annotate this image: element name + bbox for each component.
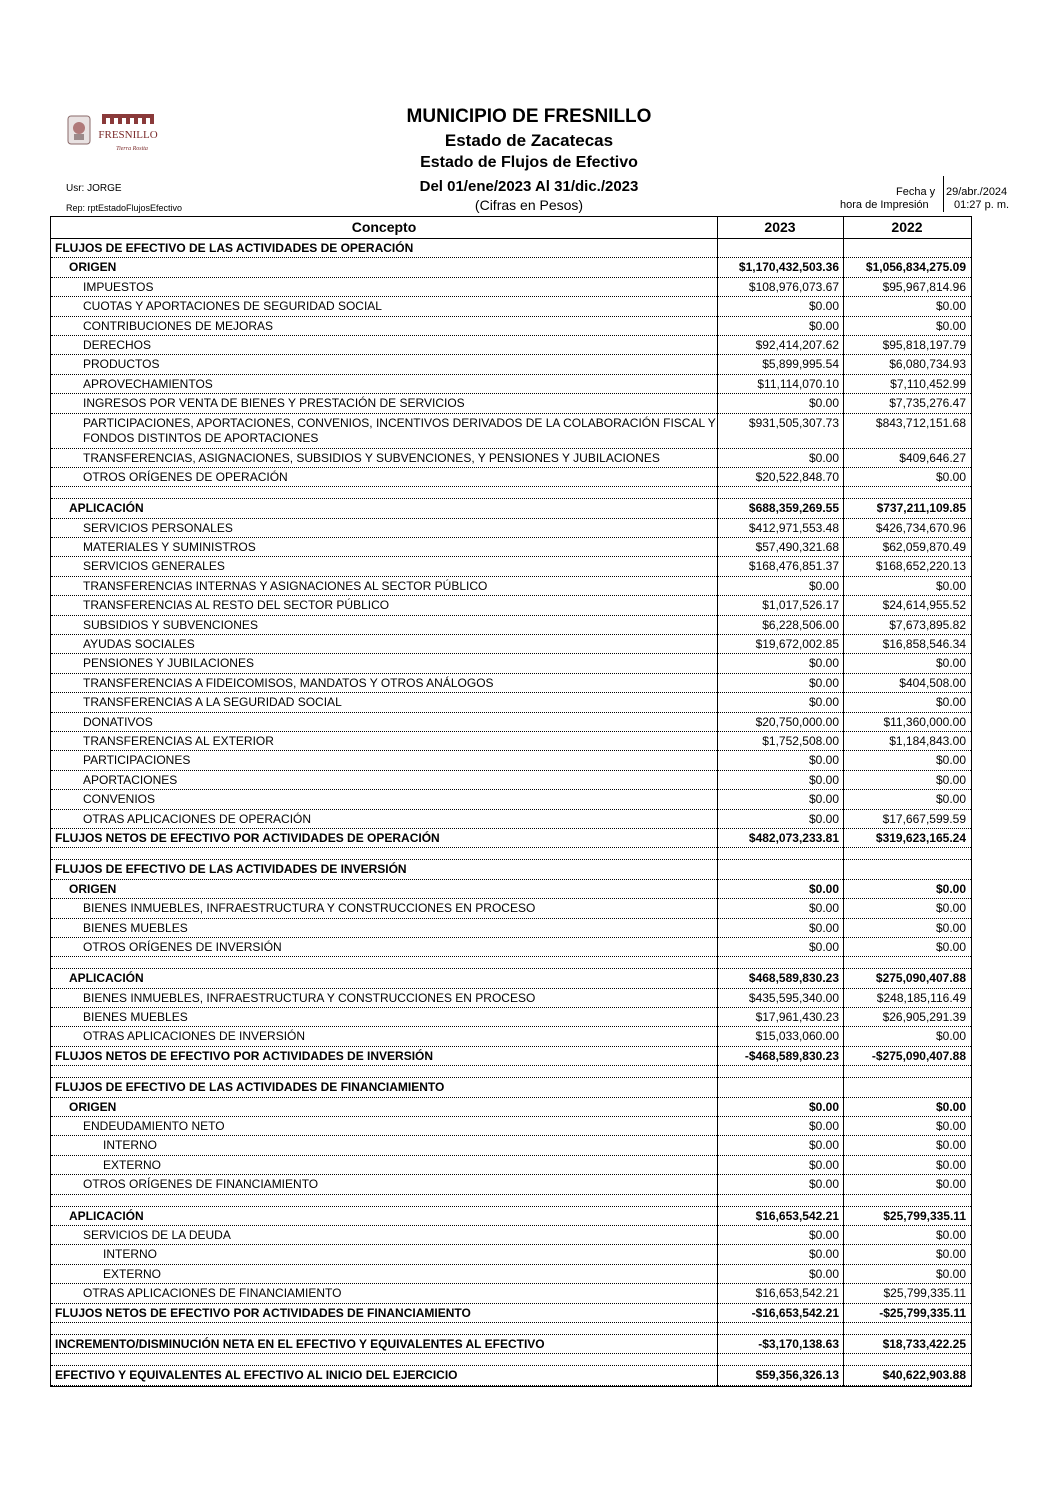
row-value-2022: $0.00	[935, 1247, 966, 1262]
header-concepto: Concepto	[351, 219, 417, 235]
row-value-2022: $25,799,335.11	[883, 1208, 966, 1223]
row-label: FLUJOS DE EFECTIVO DE LAS ACTIVIDADES DE OPERACIÓN	[55, 241, 414, 255]
table-row	[51, 1175, 971, 1194]
row-label: CONVENIOS	[83, 792, 156, 807]
table-row	[51, 989, 971, 1008]
spacer-row	[51, 1195, 971, 1207]
row-value-2023: $0.00	[808, 1247, 839, 1262]
row-label: INCREMENTO/DISMINUCIÓN NETA EN EL EFECTIVO Y EQUIVALENTES AL EFECTIVO	[55, 1336, 545, 1351]
row-value-2023: $20,522,848.70	[755, 469, 839, 484]
row-value-2022: $17,667,599.59	[882, 811, 966, 826]
row-label: OTRAS APLICACIONES DE OPERACIÓN	[83, 811, 312, 826]
row-value-2022: $7,110,452.99	[890, 376, 966, 391]
row-value-2023: $17,961,430.23	[755, 1010, 839, 1025]
row-label: TRANSFERENCIAS AL EXTERIOR	[83, 733, 274, 748]
spacer-row	[51, 848, 971, 860]
svg-text:FRESNILLO: FRESNILLO	[98, 129, 158, 141]
row-value-2022: $16,858,546.34	[882, 637, 966, 652]
table-row	[51, 336, 971, 355]
row-label: TRANSFERENCIAS, ASIGNACIONES, SUBSIDIOS Y SUBVENCIONES, Y PENSIONES Y JUBILACIONES	[83, 450, 660, 465]
row-value-2023: $468,589,830.23	[748, 971, 839, 986]
row-label: FLUJOS DE EFECTIVO DE LAS ACTIVIDADES DE INVERSIÓN	[55, 862, 407, 877]
row-value-2022: $25,799,335.11	[883, 1286, 966, 1301]
header-2022: 2022	[891, 219, 923, 235]
table-row	[51, 258, 971, 277]
table-row	[51, 899, 971, 918]
row-label: OTRAS APLICACIONES DE FINANCIAMIENTO	[83, 1286, 342, 1301]
row-value-2022: $0.00	[935, 1177, 966, 1192]
row-value-2022: $0.00	[935, 578, 966, 593]
table-row	[51, 860, 971, 879]
row-label: ORIGEN	[69, 881, 117, 896]
row-value-2023: $0.00	[808, 578, 839, 593]
row-value-2023: $0.00	[808, 675, 839, 690]
row-label: FLUJOS NETOS DE EFECTIVO POR ACTIVIDADES DE FINANCIAMIENTO	[55, 1305, 471, 1320]
row-value-2023: $1,017,526.17	[762, 598, 839, 613]
spacer-row	[51, 1354, 971, 1366]
row-value-2022: $24,614,955.52	[882, 598, 966, 613]
row-value-2022: $737,211,109.85	[876, 501, 966, 516]
row-value-2023: $1,752,508.00	[762, 733, 839, 748]
table-row	[51, 1027, 971, 1046]
row-label: DERECHOS	[83, 337, 152, 352]
report-title: MUNICIPIO DE FRESNILLO	[406, 106, 652, 127]
spacer-row	[51, 957, 971, 969]
table-row	[51, 1265, 971, 1284]
spacer-row	[51, 1323, 971, 1335]
report-units: (Cifras en Pesos)	[474, 197, 584, 213]
row-label: EFECTIVO Y EQUIVALENTES AL EFECTIVO AL INICIO DEL EJERCICIO	[55, 1368, 458, 1383]
row-label: SERVICIOS DE LA DEUDA	[83, 1227, 231, 1242]
row-value-2023: $0.00	[808, 881, 839, 896]
row-value-2022: $409,646.27	[899, 450, 966, 465]
table-row	[51, 1304, 971, 1323]
row-value-2023: $57,490,321.68	[755, 540, 839, 555]
table-row	[51, 1335, 971, 1354]
row-value-2023: $1,170,432,503.36	[738, 260, 839, 275]
row-value-2022: $0.00	[935, 656, 966, 671]
table-row	[51, 468, 971, 487]
row-label: SERVICIOS GENERALES	[83, 559, 225, 574]
row-label: INTERNO	[103, 1247, 157, 1262]
table-header	[51, 217, 971, 239]
row-value-2022: $18,733,422.25	[882, 1336, 966, 1351]
table-row	[51, 1366, 971, 1385]
table-row	[51, 1284, 971, 1303]
row-label: TRANSFERENCIAS A FIDEICOMISOS, MANDATOS Y OTROS ANÁLOGOS	[83, 675, 494, 690]
spacer-row	[51, 487, 971, 499]
row-value-2022: $0.00	[935, 939, 966, 954]
row-value-2023: $0.00	[808, 1099, 839, 1114]
row-value-2022: $0.00	[935, 753, 966, 768]
table-row	[51, 355, 971, 374]
row-value-2022: $0.00	[935, 1119, 966, 1134]
row-value-2023: $0.00	[808, 1157, 839, 1172]
row-label: CONTRIBUCIONES DE MEJORAS	[83, 318, 274, 333]
row-value-2023: $0.00	[808, 901, 839, 916]
row-value-2022: -$275,090,407.88	[871, 1048, 966, 1063]
table-row	[51, 1098, 971, 1117]
row-value-2023: $0.00	[808, 1119, 839, 1134]
row-value-2022: -$25,799,335.11	[879, 1305, 966, 1320]
row-value-2022: $7,735,276.47	[889, 396, 966, 411]
table-row	[51, 1008, 971, 1027]
row-label: BIENES MUEBLES	[83, 1010, 188, 1025]
row-value-2023: $0.00	[808, 656, 839, 671]
table-row	[51, 414, 971, 449]
row-value-2022: $95,967,814.96	[882, 279, 966, 294]
row-value-2022: $0.00	[935, 1029, 966, 1044]
row-value-2023: $435,595,340.00	[748, 990, 839, 1005]
row-value-2023: $16,653,542.21	[755, 1286, 839, 1301]
table-row	[51, 297, 971, 316]
table-row	[51, 375, 971, 394]
table-row	[51, 771, 971, 790]
table-row	[51, 880, 971, 899]
row-value-2022: $0.00	[935, 1157, 966, 1172]
row-value-2023: $0.00	[808, 396, 839, 411]
row-value-2022: $404,508.00	[899, 675, 966, 690]
row-value-2023: $168,476,851.37	[748, 559, 839, 574]
row-label: DONATIVOS	[83, 714, 153, 729]
table-row	[51, 596, 971, 615]
row-value-2022: $319,623,165.24	[875, 830, 966, 845]
row-value-2023: $0.00	[808, 299, 839, 314]
row-label: TRANSFERENCIAS AL RESTO DEL SECTOR PÚBLICO	[83, 598, 390, 613]
row-label: APLICACIÓN	[69, 501, 144, 516]
row-value-2023: $19,672,002.85	[755, 637, 839, 652]
row-value-2022: $26,905,291.39	[882, 1010, 966, 1025]
row-label: ORIGEN	[69, 260, 117, 275]
table-row	[51, 449, 971, 468]
row-value-2023: -$16,653,542.21	[751, 1305, 839, 1320]
row-label: OTRAS APLICACIONES DE INVERSIÓN	[83, 1029, 306, 1044]
row-label: TRANSFERENCIAS A LA SEGURIDAD SOCIAL	[83, 695, 342, 710]
row-label: FLUJOS DE EFECTIVO DE LAS ACTIVIDADES DE FINANCIAMIENTO	[55, 1080, 445, 1095]
row-value-2022: $0.00	[935, 1138, 966, 1153]
row-value-2023: -$3,170,138.63	[758, 1336, 839, 1351]
table-row	[51, 317, 971, 336]
row-value-2022: $0.00	[935, 920, 966, 935]
table-row	[51, 732, 971, 751]
table-row	[51, 616, 971, 635]
user-label: Usr: JORGE	[66, 183, 122, 194]
table-row	[51, 519, 971, 538]
row-label: ORIGEN	[69, 1099, 117, 1114]
row-label: FLUJOS NETOS DE EFECTIVO POR ACTIVIDADES DE OPERACIÓN	[55, 830, 440, 845]
row-label: PRODUCTOS	[83, 357, 160, 372]
header-2023: 2023	[764, 219, 796, 235]
table-row	[51, 1117, 971, 1136]
row-value-2023: $0.00	[808, 1227, 839, 1242]
row-value-2022: $6,080,734.93	[889, 357, 966, 372]
row-label: BIENES INMUEBLES, INFRAESTRUCTURA Y CONSTRUCCIONES EN PROCESO	[83, 901, 536, 916]
row-label: MATERIALES Y SUMINISTROS	[83, 540, 256, 555]
row-value-2023: $0.00	[808, 920, 839, 935]
table-row	[51, 810, 971, 829]
report-state: Estado de Zacatecas	[444, 131, 614, 150]
row-value-2022: $426,734,670.96	[875, 520, 966, 535]
cash-flow-table	[50, 216, 972, 1387]
row-value-2022: $0.00	[935, 299, 966, 314]
row-value-2022: $7,673,895.82	[889, 617, 966, 632]
row-value-2022: $0.00	[935, 318, 966, 333]
print-date: 29/abr./2024	[946, 186, 1008, 198]
report-name: Estado de Flujos de Efectivo	[420, 154, 638, 171]
row-label: APORTACIONES	[83, 772, 178, 787]
fecha-label: Fecha y	[896, 186, 936, 198]
row-label: PENSIONES Y JUBILACIONES	[83, 656, 254, 671]
row-value-2022: $0.00	[935, 1227, 966, 1242]
row-value-2023: $20,750,000.00	[755, 714, 839, 729]
row-value-2023: $931,505,307.73	[748, 415, 839, 430]
table-row	[51, 919, 971, 938]
row-label: AYUDAS SOCIALES	[83, 637, 195, 652]
row-value-2022: $0.00	[935, 901, 966, 916]
row-value-2023: $59,356,326.13	[755, 1368, 839, 1383]
spacer-row	[51, 1066, 971, 1078]
table-row	[51, 790, 971, 809]
row-label: BIENES INMUEBLES, INFRAESTRUCTURA Y CONSTRUCCIONES EN PROCESO	[83, 990, 536, 1005]
table-row	[51, 1207, 971, 1226]
table-row	[51, 654, 971, 673]
row-value-2022: $95,818,197.79	[882, 337, 966, 352]
row-value-2023: $412,971,553.48	[748, 520, 839, 535]
table-row	[51, 969, 971, 988]
row-value-2022: $0.00	[935, 695, 966, 710]
row-value-2023: $5,899,995.54	[762, 357, 839, 372]
row-value-2023: $0.00	[808, 695, 839, 710]
row-value-2022: $168,652,220.13	[875, 559, 966, 574]
table-row	[51, 635, 971, 654]
row-value-2023: $0.00	[808, 811, 839, 826]
row-label: PARTICIPACIONES	[83, 753, 191, 768]
table-row	[51, 938, 971, 957]
row-value-2022: $0.00	[935, 772, 966, 787]
table-row	[51, 1226, 971, 1245]
row-value-2022: $1,056,834,275.09	[865, 260, 966, 275]
row-label: INGRESOS POR VENTA DE BIENES Y PRESTACIÓN DE SERVICIOS	[83, 396, 465, 411]
row-value-2022: $275,090,407.88	[875, 971, 966, 986]
table-row	[51, 577, 971, 596]
row-label: SERVICIOS PERSONALES	[83, 520, 233, 535]
rep-label: Rep: rptEstadoFlujosEfectivo	[66, 203, 183, 213]
row-label: TRANSFERENCIAS INTERNAS Y ASIGNACIONES AL SECTOR PÚBLICO	[83, 578, 488, 593]
row-value-2022: $62,059,870.49	[882, 540, 966, 555]
row-label: IMPUESTOS	[83, 279, 154, 294]
row-label: INTERNO	[103, 1138, 157, 1153]
row-value-2023: $0.00	[808, 753, 839, 768]
row-label: EXTERNO	[103, 1157, 162, 1172]
row-value-2023: $92,414,207.62	[755, 337, 839, 352]
row-label: APROVECHAMIENTOS	[83, 376, 213, 391]
table-row	[51, 1156, 971, 1175]
table-row	[51, 538, 971, 557]
svg-text:Tierra Rosita: Tierra Rosita	[116, 146, 148, 152]
table-row	[51, 693, 971, 712]
row-label: APLICACIÓN	[69, 1208, 144, 1223]
row-value-2022: $248,185,116.49	[876, 990, 966, 1005]
row-value-2022: $40,622,903.88	[882, 1368, 966, 1383]
print-time: 01:27 p. m.	[954, 199, 1010, 211]
table-row	[51, 713, 971, 732]
row-label: ENDEUDAMIENTO NETO	[83, 1119, 225, 1134]
table-row	[51, 499, 971, 518]
row-value-2022: $0.00	[935, 1099, 966, 1114]
table-row	[51, 1245, 971, 1264]
row-value-2023: $16,653,542.21	[755, 1208, 839, 1223]
table-row	[51, 1047, 971, 1066]
table-row	[51, 751, 971, 770]
row-label: OTROS ORÍGENES DE FINANCIAMIENTO	[83, 1177, 319, 1192]
row-value-2023: $482,073,233.81	[748, 830, 839, 845]
row-value-2022: $11,360,000.00	[883, 714, 966, 729]
row-value-2023: $108,976,073.67	[748, 279, 839, 294]
row-value-2023: $0.00	[808, 318, 839, 333]
table-row	[51, 278, 971, 297]
row-label: PARTICIPACIONES, APORTACIONES, CONVENIOS, INCENTIVOS DERIVADOS DE LA COLABORACIÓN FISCAL Y FONDOS DISTINTOS DE APORTACIONES	[83, 415, 716, 445]
row-label: SUBSIDIOS Y SUBVENCIONES	[83, 617, 258, 632]
table-row	[51, 1078, 971, 1097]
table-row	[51, 557, 971, 576]
row-label: OTROS ORÍGENES DE INVERSIÓN	[83, 939, 282, 954]
row-value-2022: $0.00	[935, 1266, 966, 1281]
row-label: CUOTAS Y APORTACIONES DE SEGURIDAD SOCIAL	[83, 299, 382, 314]
row-value-2023: $6,228,506.00	[762, 617, 839, 632]
row-value-2022: $0.00	[935, 792, 966, 807]
row-value-2023: $0.00	[808, 1177, 839, 1192]
row-value-2023: $11,114,070.10	[757, 376, 839, 391]
row-value-2023: $0.00	[808, 792, 839, 807]
row-value-2022: $0.00	[935, 469, 966, 484]
row-value-2023: $0.00	[808, 1266, 839, 1281]
table-row	[51, 1136, 971, 1155]
report-period: Del 01/ene/2023 Al 31/dic./2023	[419, 178, 639, 195]
hora-label: hora de Impresión	[840, 199, 929, 211]
print-divider	[943, 176, 944, 212]
row-label: FLUJOS NETOS DE EFECTIVO POR ACTIVIDADES DE INVERSIÓN	[55, 1048, 434, 1063]
row-label: APLICACIÓN	[69, 971, 144, 986]
row-value-2022: $843,712,151.68	[875, 415, 966, 430]
row-value-2023: $688,359,269.55	[748, 501, 839, 516]
row-label: BIENES MUEBLES	[83, 920, 188, 935]
row-label: EXTERNO	[103, 1266, 162, 1281]
table-row	[51, 674, 971, 693]
table-row	[51, 394, 971, 413]
row-value-2022: $1,184,843.00	[889, 733, 966, 748]
row-value-2023: -$468,589,830.23	[744, 1048, 839, 1063]
table-row	[51, 829, 971, 848]
row-value-2023: $15,033,060.00	[755, 1029, 839, 1044]
table-row	[51, 239, 971, 258]
row-value-2023: $0.00	[808, 1138, 839, 1153]
row-label: OTROS ORÍGENES DE OPERACIÓN	[83, 469, 288, 484]
table-body	[51, 239, 971, 1386]
row-value-2023: $0.00	[808, 939, 839, 954]
row-value-2023: $0.00	[808, 772, 839, 787]
row-value-2023: $0.00	[808, 450, 839, 465]
row-value-2022: $0.00	[935, 881, 966, 896]
